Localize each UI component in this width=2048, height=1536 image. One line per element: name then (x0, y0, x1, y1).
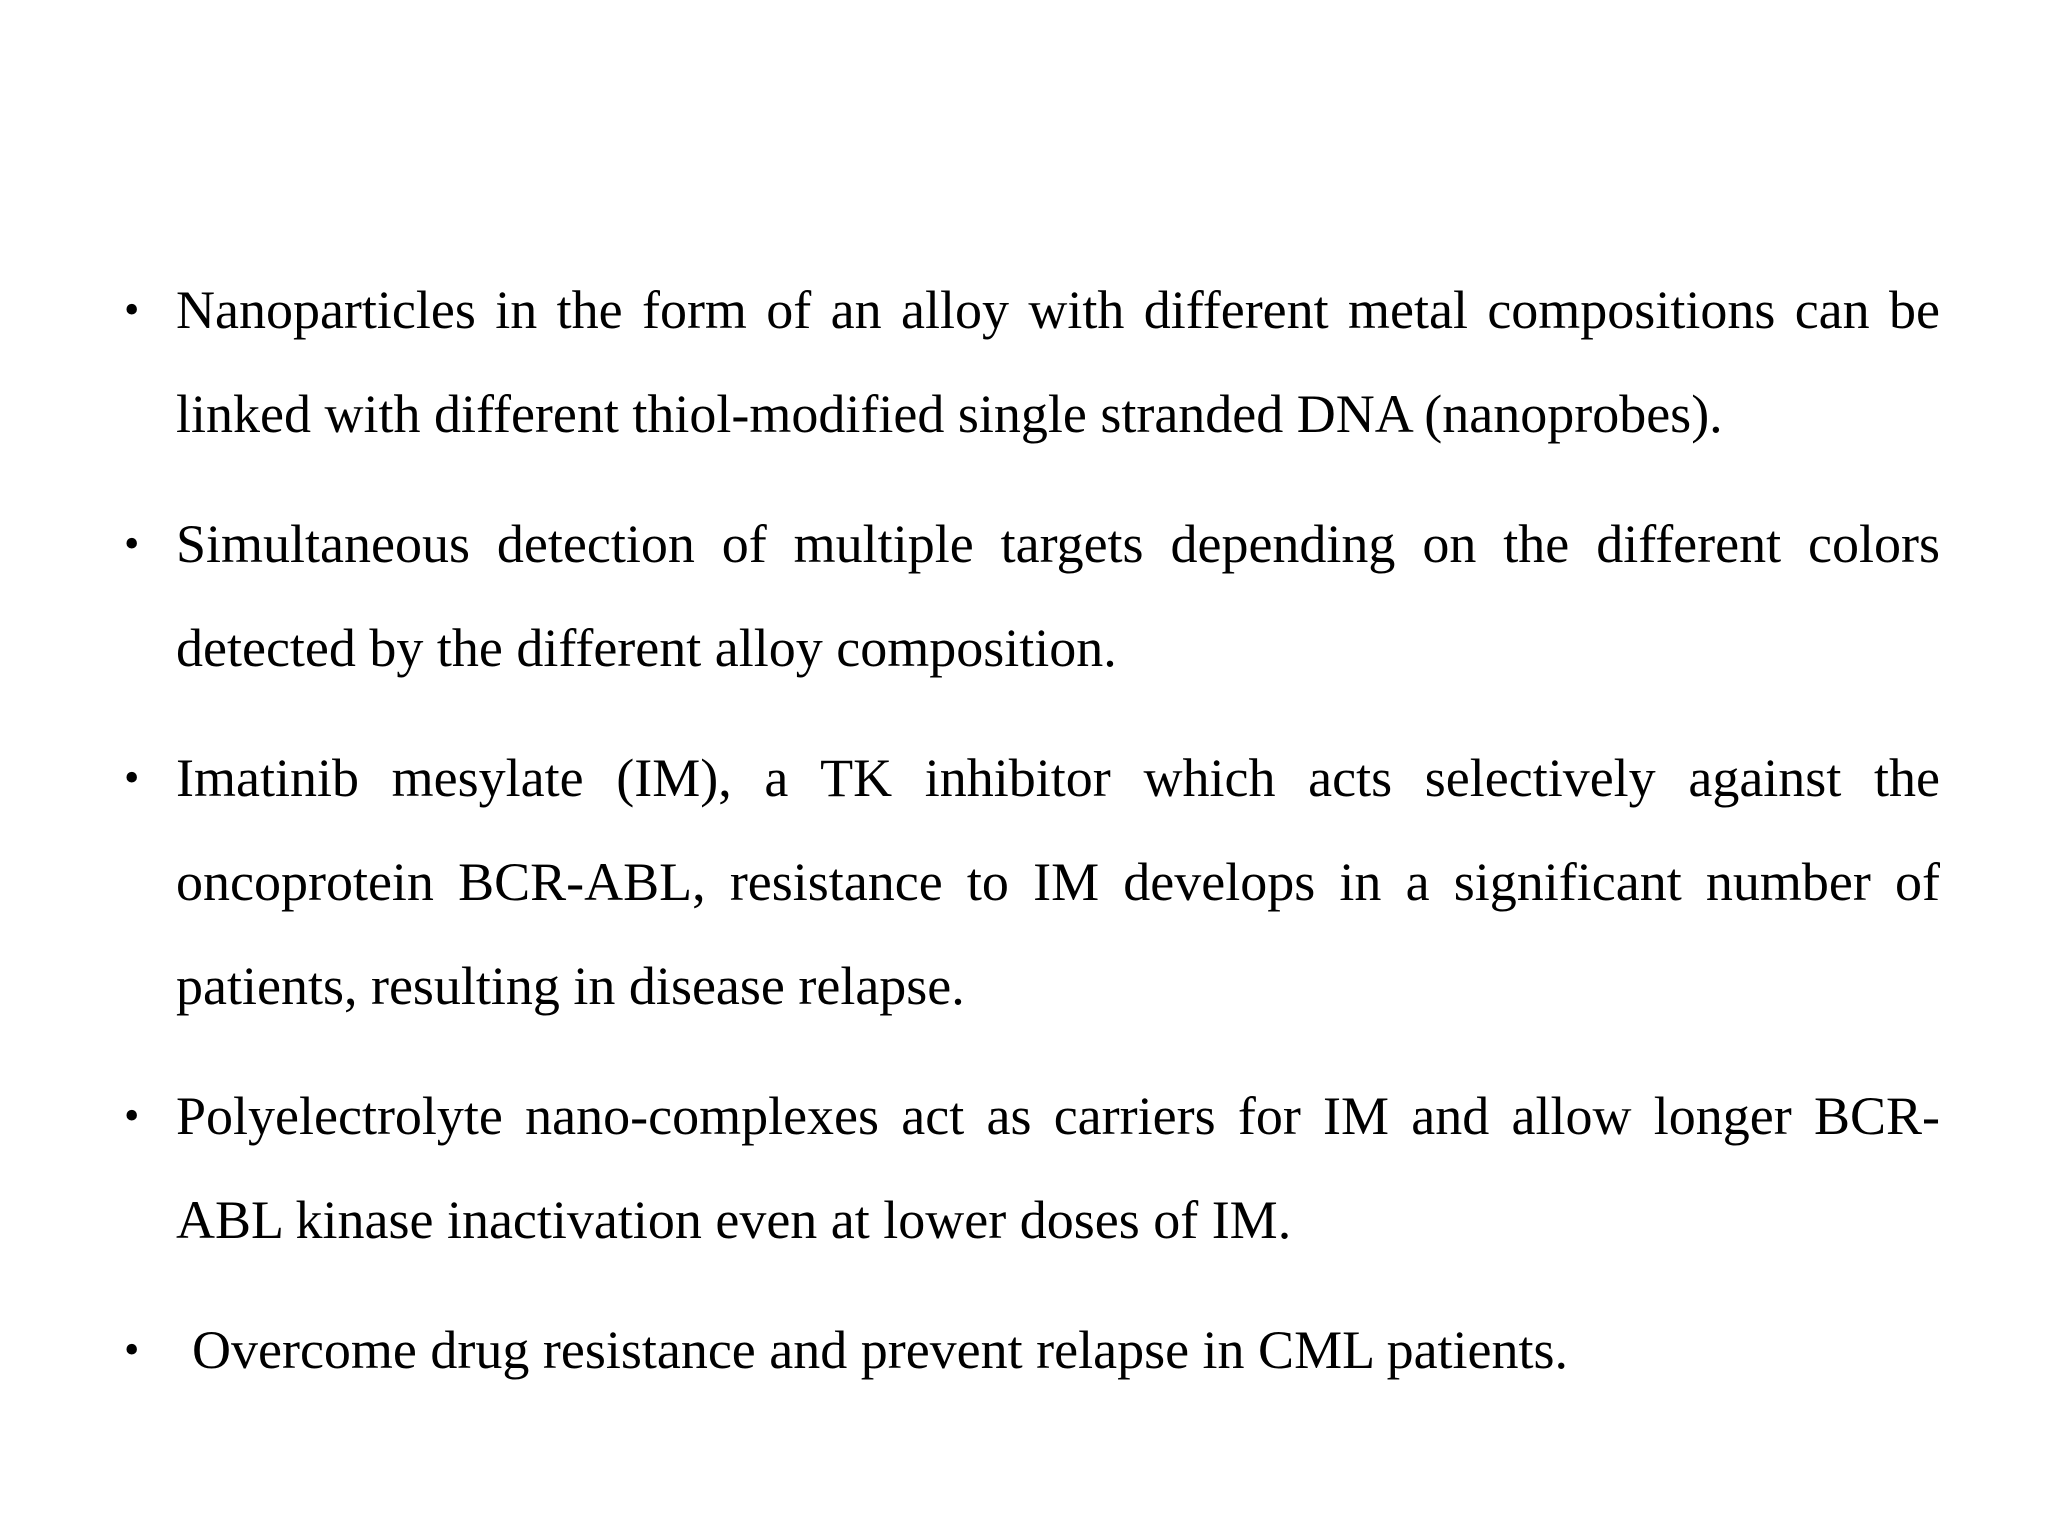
bullet-item-imatinib (120, 726, 1940, 1038)
bullet-dot-icon: • (124, 285, 140, 334)
bullet-text: Nanoparticles in the form of an alloy with different metal compositions can be linked with different thiol-modified single stranded DNA (nanoprobes). (176, 280, 1940, 444)
bullet-text: Overcome drug resistance and prevent relapse in CML patients. (192, 1320, 1569, 1380)
bullet-item-nanoparticles (120, 258, 1940, 466)
bullet-list (120, 258, 1940, 1428)
bullet-dot-icon: • (124, 753, 140, 802)
bullet-dot-icon: • (124, 1325, 140, 1374)
bullet-item-polyelectrolyte (120, 1064, 1940, 1272)
bullet-text: Imatinib mesylate (IM), a TK inhibitor which acts selectively against the oncoprotein BCR-ABL, resistance to IM develops in a significant number of patients, resulting in disease relapse. (176, 748, 1940, 1016)
bullet-item-simultaneous-detection (120, 492, 1940, 700)
bullet-text: Polyelectrolyte nano-complexes act as carriers for IM and allow longer BCR-ABL kinase inactivation even at lower doses of IM. (176, 1086, 1940, 1250)
bullet-dot-icon: • (124, 519, 140, 568)
bullet-item-overcome-resistance (120, 1298, 1940, 1402)
bullet-text: Simultaneous detection of multiple targets depending on the different colors detected by the different alloy composition. (176, 514, 1940, 678)
bullet-dot-icon: • (124, 1091, 140, 1140)
